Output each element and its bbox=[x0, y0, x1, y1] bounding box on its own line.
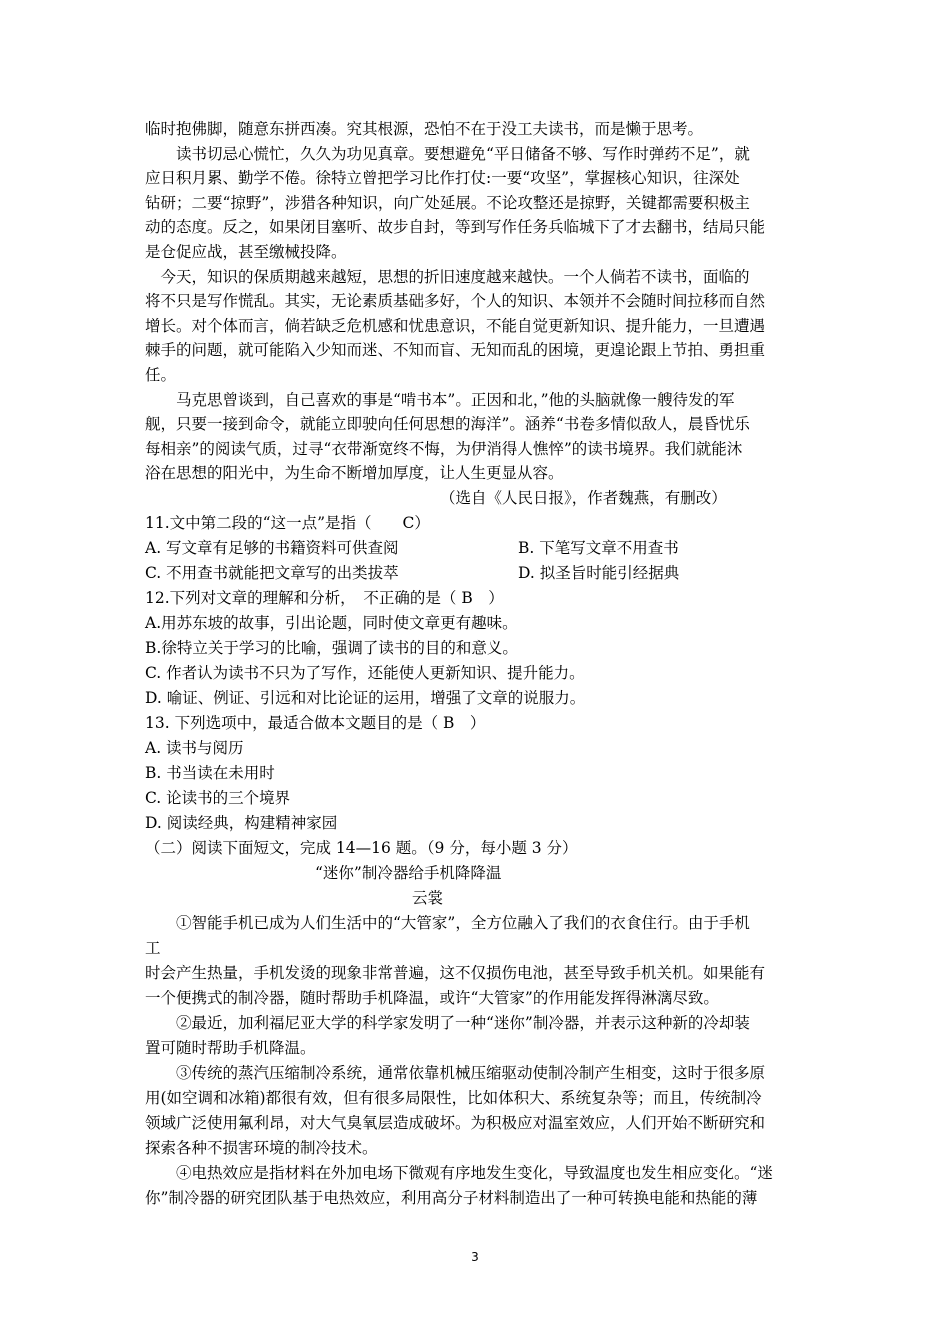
paragraph-line: 领域广泛使用氟利昂，对大气臭氧层造成破坏。为积极应对温室效应，人们开始不断研究和 bbox=[145, 1114, 766, 1132]
paragraph-line: 任。 bbox=[145, 366, 177, 384]
paragraph-line: 置可随时帮助手机降温。 bbox=[145, 1039, 316, 1057]
option-12-a: A.用苏东坡的故事，引出论题，同时使文章更有趣味。 bbox=[145, 614, 518, 632]
paragraph-line: 读书切忌心慌忙，久久为功见真章。要想避免“平日储备不够、写作时弹药不足”，就 bbox=[145, 145, 750, 163]
paragraph-line: 工 bbox=[145, 939, 161, 957]
paragraph-line: 时会产生热量，手机发烫的现象非常普遍，这不仅损伤电池，甚至导致手机关机。如果能有 bbox=[145, 964, 766, 982]
option-13-d: D. 阅读经典，构建精神家园 bbox=[145, 814, 338, 832]
option-12-c: C. 作者认为读书不只为了写作，还能使人更新知识、提升能力。 bbox=[145, 664, 585, 682]
source-citation: （选自《人民日报》，作者魏燕，有删改） bbox=[440, 489, 727, 507]
page-number: 3 bbox=[471, 1250, 479, 1264]
question-stem-11: 11.文中第二段的“这一点”是指（ C） bbox=[145, 514, 430, 532]
question-stem-13: 13. 下列选项中，最适合做本文题目的是（ B ） bbox=[145, 714, 486, 732]
option-13-b: B. 书当读在未用时 bbox=[145, 764, 275, 782]
paragraph-line: 马克思曾谈到，自己喜欢的事是“啃书本”。正因和北，”他的头脑就像一艘待发的军 bbox=[145, 391, 735, 409]
paragraph-line: 你”制冷器的研究团队基于电热效应，利用高分子材料制造出了一种可转换电能和热能的薄 bbox=[145, 1189, 758, 1207]
option-13-a: A. 读书与阅历 bbox=[145, 739, 244, 757]
paragraph-line: ②最近，加利福尼亚大学的科学家发明了一种“迷你”制冷器，并表示这种新的冷却装 bbox=[145, 1014, 750, 1032]
paragraph-line: 今天，知识的保质期越来越短，思想的折旧速度越来越快。一个人倘若不读书，面临的 bbox=[145, 268, 750, 286]
paragraph-line: 临时抱佛脚，随意东拼西凑。究其根源，恐怕不在于没工夫读书，而是懒于思考。 bbox=[145, 120, 704, 138]
option-11-d: D. 拟圣旨时能引经据典 bbox=[518, 564, 680, 582]
paragraph-line: 探索各种不损害环境的制冷技术。 bbox=[145, 1139, 378, 1157]
article-title: “迷你”制冷器给手机降降温 bbox=[315, 864, 502, 882]
paragraph-line: 浴在思想的阳光中，为生命不断增加厚度，让人生更显从容。 bbox=[145, 464, 564, 482]
paragraph-line: 钻研；二要“掠野”，涉猎各种知识，向广处延展。不论攻整还是掠野，关键都需要积极主 bbox=[145, 194, 750, 212]
option-11-b: B. 下笔写文章不用查书 bbox=[518, 539, 679, 557]
paragraph-line: 是仓促应战，甚至缴械投降。 bbox=[145, 243, 347, 261]
paragraph-line: 用(如空调和冰箱)都很有效，但有很多局限性，比如体积大、系统复杂等；而且，传统制冷 bbox=[145, 1089, 762, 1107]
question-stem-12: 12.下列对文章的理解和分析， 不正确的是（ B ） bbox=[145, 589, 504, 607]
paragraph-line: ①智能手机已成为人们生活中的“大管家”，全方位融入了我们的衣食住行。由于手机 bbox=[145, 914, 750, 932]
paragraph-line: 棘手的问题，就可能陷入少知而迷、不知而盲、无知而乱的困境，更遑论跟上节拍、勇担重 bbox=[145, 341, 766, 359]
paragraph-line: ④电热效应是指材料在外加电场下微观有序地发生变化，导致温度也发生相应变化。“迷 bbox=[145, 1164, 773, 1182]
paragraph-line: 动的态度。反之，如果闭目塞听、故步自封，等到写作任务兵临城下了才去翻书，结局只能 bbox=[145, 218, 766, 236]
option-12-d: D. 喻证、例证、引远和对比论证的运用，增强了文章的说服力。 bbox=[145, 689, 586, 707]
section-heading: （二）阅读下面短文，完成 14—16 题。（9 分，每小题 3 分） bbox=[145, 839, 578, 857]
paragraph-line: 将不只是写作慌乱。其实，无论素质基础多好，个人的知识、本领并不会随时间拉移而自然 bbox=[145, 292, 766, 310]
paragraph-line: 每相亲”的阅读气质，过寻“衣带渐宽终不悔，为伊消得人憔悴”的读书境界。我们就能沐 bbox=[145, 440, 743, 458]
paragraph-line: 增长。对个体而言，倘若缺乏危机感和忧患意识，不能自觉更新知识、提升能力，一旦遭遇 bbox=[145, 317, 766, 335]
article-author: 云裳 bbox=[412, 889, 444, 907]
option-11-c: C. 不用查书就能把文章写的出类拔萃 bbox=[145, 564, 399, 582]
option-12-b: B.徐特立关于学习的比喻，强调了读书的目的和意义。 bbox=[145, 639, 518, 657]
option-13-c: C. 论读书的三个境界 bbox=[145, 789, 291, 807]
paragraph-line: ③传统的蒸汽压缩制冷系统，通常依靠机械压缩驱动使制冷制产生相变，这时于很多原 bbox=[145, 1064, 766, 1082]
option-11-a: A. 写文章有足够的书籍资料可供查阅 bbox=[145, 539, 399, 557]
paragraph-line: 应日积月累、勤学不倦。徐特立曾把学习比作打仗:一要“攻坚”，掌握核心知识，往深处 bbox=[145, 169, 740, 187]
paragraph-line: 舰，只要一接到命令，就能立即驶向任何思想的海洋”。涵养“书卷多情似敌人，晨昏忧乐 bbox=[145, 415, 750, 433]
paragraph-line: 一个便携式的制冷器，随时帮助手机降温，或许“大管家”的作用能发挥得淋漓尽致。 bbox=[145, 989, 719, 1007]
